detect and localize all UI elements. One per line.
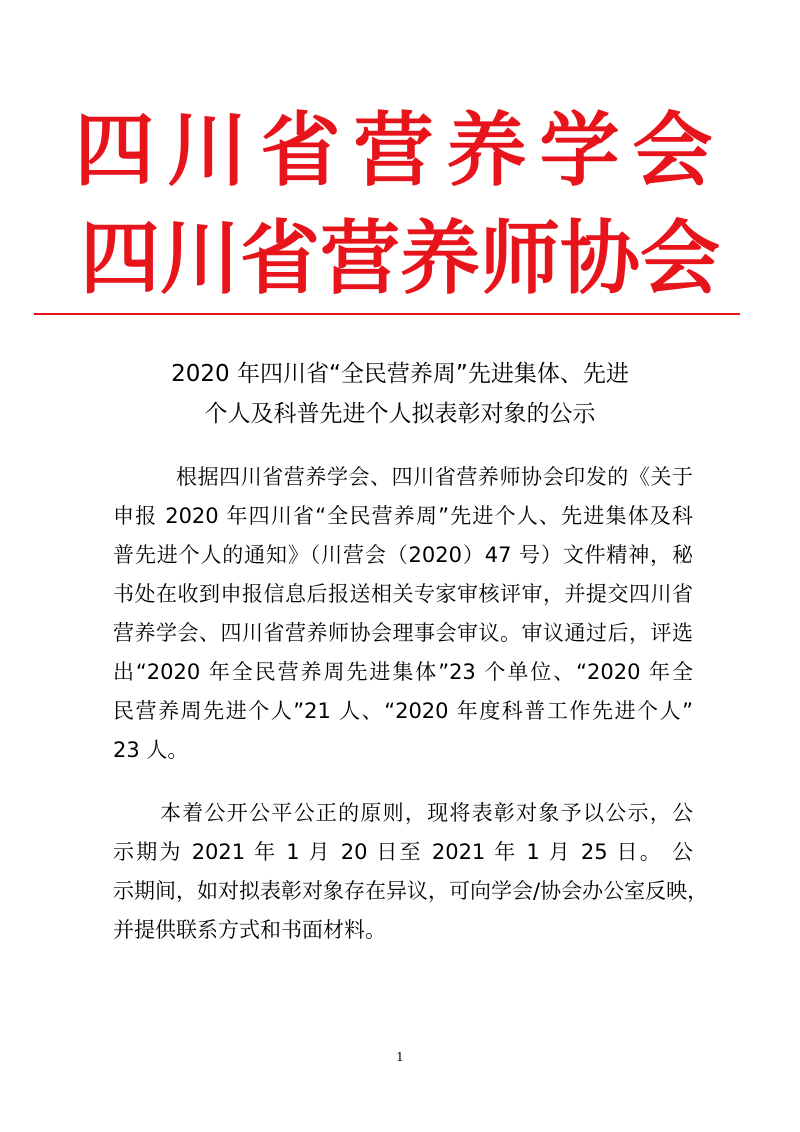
paragraph-line: 本着公开公平公正的原则，现将表彰对象予以公示，公 xyxy=(160,801,693,825)
document-title-line-1: 2020 年四川省“全民营养周”先进集体、先进 xyxy=(171,361,629,387)
paragraph-line: 营养学会、四川省营养师协会理事会审议。审议通过后，评选 xyxy=(113,621,693,645)
letterhead-association-name: 四川省营养师协会 xyxy=(80,211,720,305)
document-title-line-2: 个人及科普先进个人拟表彰对象的公示 xyxy=(204,401,596,427)
paragraph-line: 申报 2020 年四川省“全民营养周”先进个人、先进集体及科 xyxy=(113,504,693,528)
paragraph-line: 出“2020 年全民营养周先进集体”23 个单位、“2020 年全 xyxy=(113,660,693,684)
letterhead-divider xyxy=(34,313,740,315)
paragraph-line: 民营养周先进个人”21 人、“2020 年度科普工作先进个人” xyxy=(113,699,693,723)
paragraph-line: 并提供联系方式和书面材料。 xyxy=(113,918,386,942)
paragraph-line: 书处在收到申报信息后报送相关专家审核评审，并提交四川省 xyxy=(113,582,693,606)
page-number: 1 xyxy=(396,1050,404,1064)
paragraph-line: 普先进个人的通知》（川营会（2020）47 号）文件精神，秘 xyxy=(113,543,693,567)
paragraph-line: 示期为 2021 年 1 月 20 日至 2021 年 1 月 25 日。 公 xyxy=(113,840,693,864)
letterhead-society-name: 四川省营养学会 xyxy=(74,103,726,197)
paragraph-line: 根据四川省营养学会、四川省营养师协会印发的《关于 xyxy=(176,465,693,489)
paragraph-line: 23 人。 xyxy=(113,738,189,762)
paragraph-line: 示期间，如对拟表彰对象存在异议，可向学会/协会办公室反映， xyxy=(113,879,709,903)
